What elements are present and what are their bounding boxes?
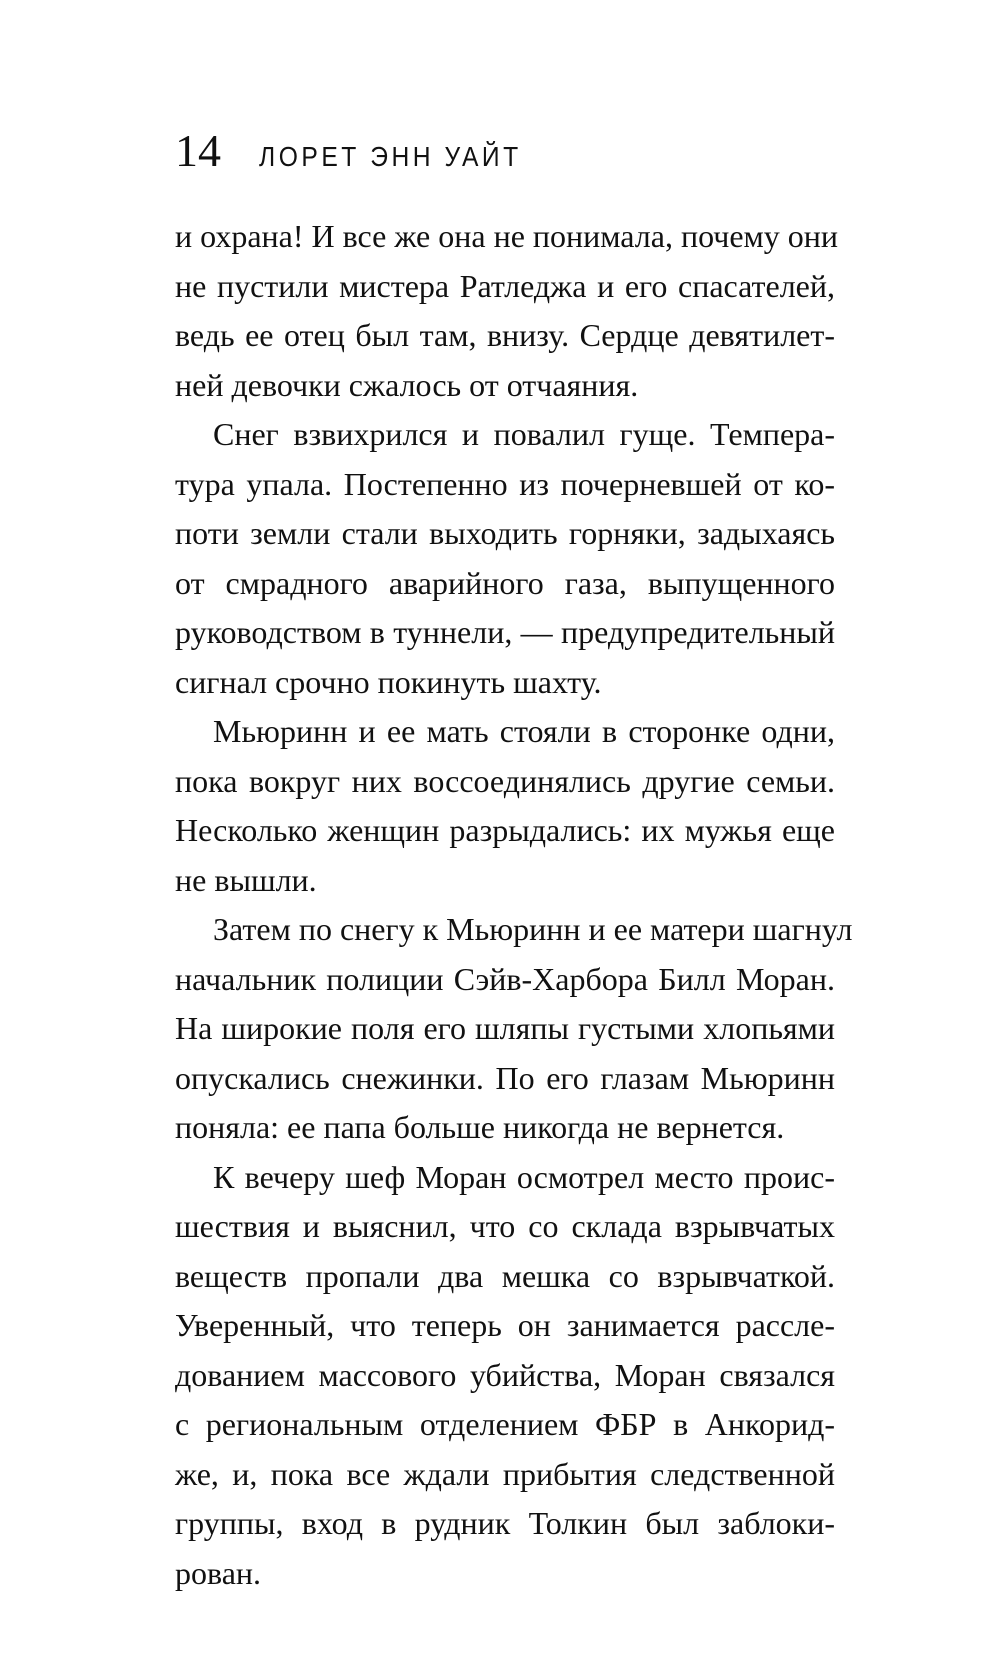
text-line: и охрана! И все же она не понимала, почему они — [175, 218, 839, 254]
text-line: начальник полиции Сэйв-Харбора Билл Моран. — [175, 960, 835, 997]
author-name: ЛОРЕТ ЭНН УАЙТ — [259, 141, 522, 172]
text-line: тура упала. Постепенно из почерневшей от ко- — [175, 465, 835, 502]
text-line: руководством в туннели, — предупредительный — [175, 614, 835, 650]
text-line: пока вокруг них воссоединялись другие семьи. — [175, 762, 835, 799]
text-line: Несколько женщин разрыдались: их мужья еще — [175, 812, 835, 848]
paragraph — [175, 707, 835, 905]
text-line: поняла: ее папа больше никогда не вернется. — [175, 1109, 785, 1145]
text-line: сигнал срочно покинуть шахту. — [175, 663, 602, 700]
text-line: же, и, пока все ждали прибытия следственной — [175, 1455, 835, 1492]
text-body — [175, 212, 853, 1598]
paragraph — [175, 1153, 835, 1599]
text-line: ведь ее отец был там, внизу. Сердце девятилет- — [175, 317, 835, 353]
text-line: опускались снежинки. По его глазам Мьюринн — [175, 1059, 835, 1096]
text-line: с региональным отделением ФБР в Анкорид- — [175, 1406, 835, 1442]
text-line: не пустили мистера Ратледжа и его спасателей, — [175, 267, 835, 304]
text-line: ней девочки сжалось от отчаяния. — [175, 366, 639, 403]
text-line: поти земли стали выходить горняки, задыхаясь — [175, 515, 835, 551]
text-line: Снег взвихрился и повалил гуще. Темпера- — [213, 416, 835, 452]
paragraph — [175, 905, 853, 1153]
text-line: от смрадного аварийного газа, выпущенного — [175, 564, 835, 601]
text-line: дованием массового убийства, Моран связался — [175, 1356, 835, 1393]
text-line: веществ пропали два мешка со взрывчаткой. — [175, 1257, 835, 1294]
text-line: Мьюринн и ее мать стояли в сторонке одни, — [213, 713, 835, 749]
page-number: 14 — [175, 125, 221, 176]
paragraph — [175, 410, 835, 707]
text-line: не вышли. — [175, 861, 317, 898]
running-head — [175, 125, 895, 198]
text-line: Затем по снегу к Мьюринн и ее матери шагнул — [213, 911, 853, 947]
text-line: Уверенный, что теперь он занимается рассле- — [175, 1307, 835, 1343]
text-line: К вечеру шеф Моран осмотрел место проис- — [213, 1158, 835, 1195]
text-line: рован. — [175, 1554, 262, 1591]
paragraph — [175, 212, 839, 410]
text-line: На широкие поля его шляпы густыми хлопьями — [175, 1010, 835, 1046]
text-line: шествия и выяснил, что со склада взрывчатых — [175, 1208, 835, 1244]
text-line: группы, вход в рудник Толкин был заблоки- — [175, 1505, 835, 1541]
